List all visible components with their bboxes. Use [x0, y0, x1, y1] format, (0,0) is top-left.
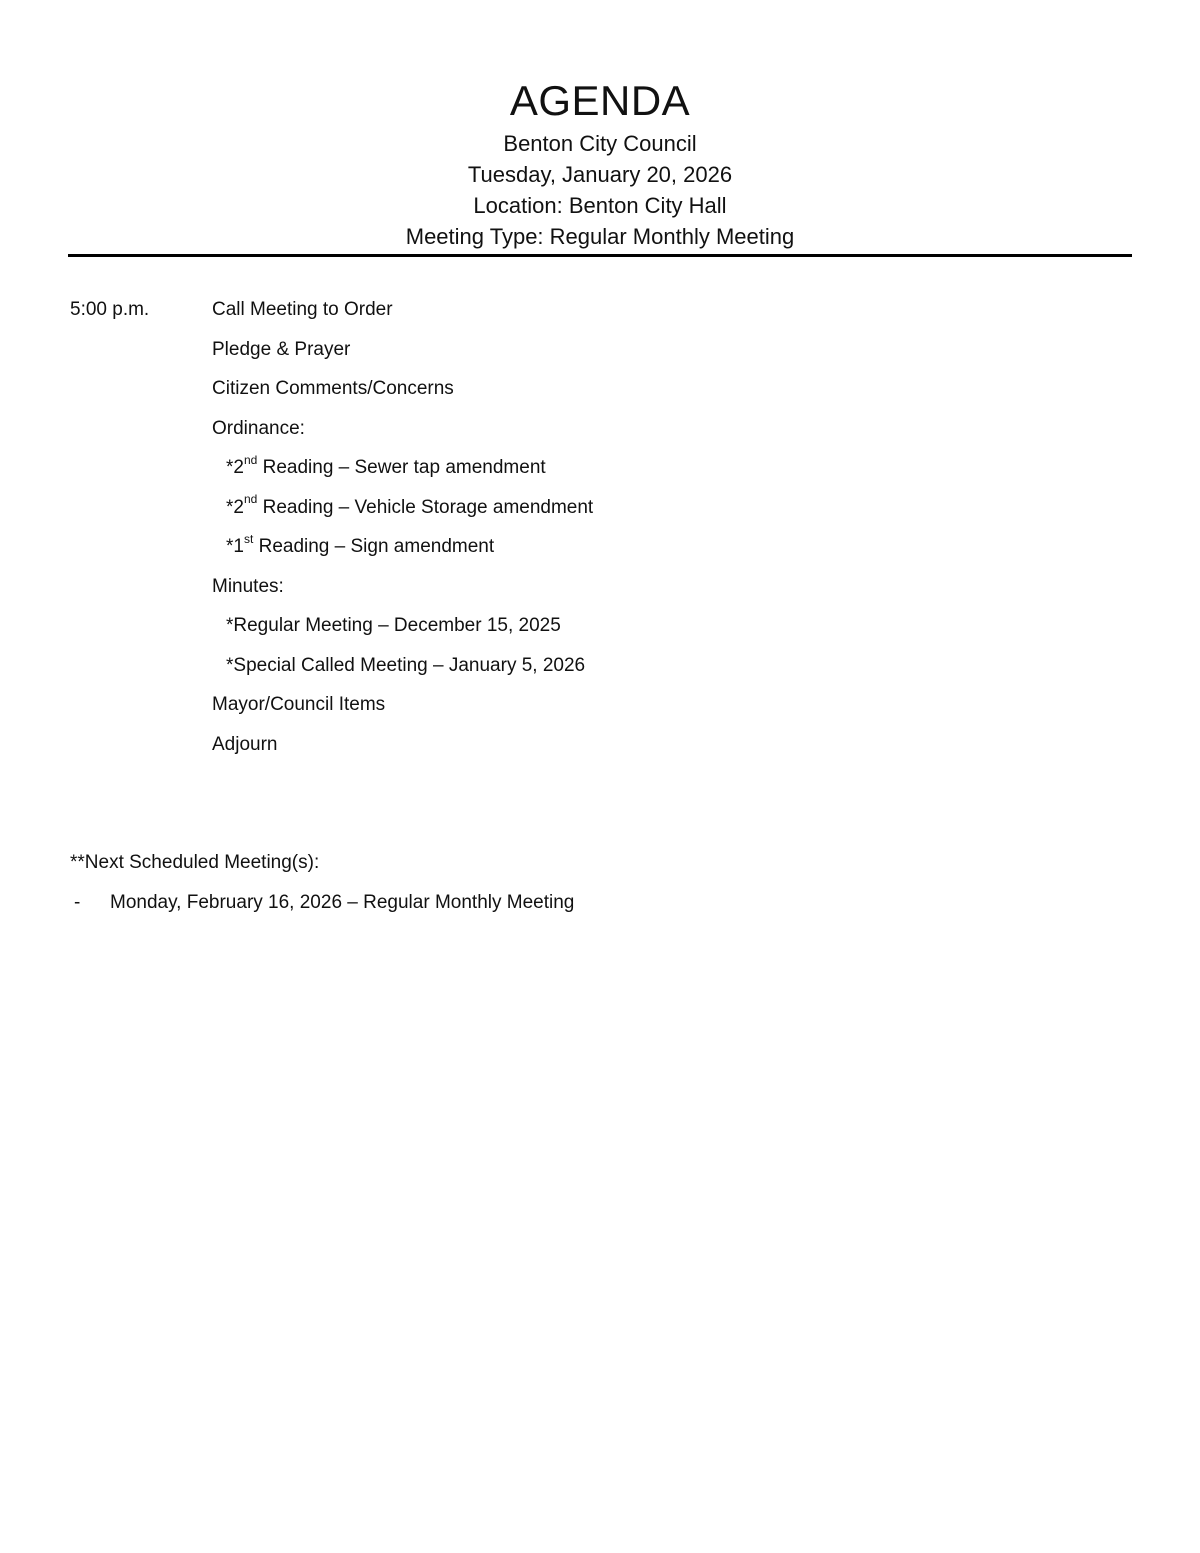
item-minutes-heading: Minutes: — [212, 575, 284, 597]
header-divider — [68, 254, 1132, 257]
agenda-items — [212, 298, 912, 772]
council-name: Benton City Council — [503, 131, 697, 156]
item-call-to-order: Call Meeting to Order — [212, 299, 393, 320]
item-mayor-council: Mayor/Council Items — [212, 694, 386, 715]
minutes-item: *Special Called Meeting – January 5, 2026 — [226, 654, 586, 676]
ordinance-item-text: Reading – Sign amendment — [253, 536, 495, 557]
start-time: 5:00 p.m. — [70, 299, 150, 320]
ordinance-item-ordinal: nd — [243, 452, 258, 467]
item-ordinance-heading: Ordinance: — [212, 417, 305, 439]
ordinance-item-ordinal: nd — [243, 492, 258, 507]
minutes-item: *Regular Meeting – December 15, 2025 — [226, 615, 561, 636]
ordinance-item — [212, 492, 912, 520]
meeting-date: Tuesday, January 20, 2026 — [467, 162, 733, 187]
ordinance-item-prefix: *2 — [226, 457, 244, 478]
agenda-header — [0, 74, 1200, 252]
next-meetings-heading: **Next Scheduled Meeting(s): — [70, 852, 320, 873]
ordinance-item-prefix: *2 — [226, 496, 244, 518]
bullet-dash: - — [74, 892, 81, 913]
ordinance-item-text: Reading – Vehicle Storage amendment — [257, 496, 594, 518]
next-meeting-item — [70, 891, 870, 915]
ordinance-item — [212, 531, 912, 559]
ordinance-item-ordinal: st — [243, 531, 254, 546]
next-meetings-section — [70, 851, 870, 915]
ordinance-item — [212, 452, 912, 480]
ordinance-item-prefix: *1 — [226, 536, 244, 557]
next-meeting-text: Monday, February 16, 2026 – Regular Monthly Meeting — [110, 892, 575, 913]
meeting-type: Meeting Type: Regular Monthly Meeting — [405, 224, 795, 249]
meeting-location: Location: Benton City Hall — [473, 193, 727, 218]
item-pledge-prayer: Pledge & Prayer — [212, 338, 351, 360]
item-citizen-comments: Citizen Comments/Concerns — [212, 378, 454, 399]
ordinance-item-text: Reading – Sewer tap amendment — [257, 457, 546, 478]
page-title: AGENDA — [509, 77, 691, 124]
item-adjourn: Adjourn — [212, 733, 278, 755]
